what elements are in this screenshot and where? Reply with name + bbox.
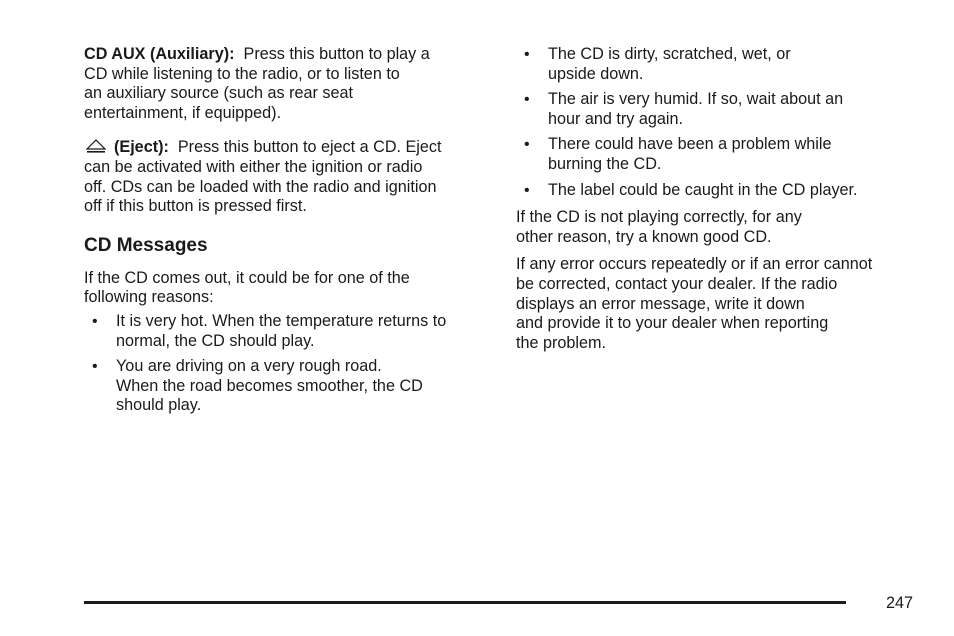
cd-aux-paragraph: CD AUX (Auxiliary): Press this button to play a CD while listening to the radio, or to listen to an auxiliary source (such as rear seat entertainment, if equipped). (84, 45, 430, 122)
eject-label: (Eject): (114, 138, 169, 157)
cd-aux-label: CD AUX (Auxiliary): (84, 45, 235, 63)
right-column (516, 45, 921, 353)
list-item: • It is very hot. When the temperature returns to normal, the CD should play. (84, 312, 489, 351)
intro-paragraph: If the CD comes out, it could be for one of the following reasons: (84, 268, 410, 307)
list-item: • The CD is dirty, scratched, wet, or upside down. (516, 45, 921, 84)
reasons-list-left (84, 312, 489, 416)
section-heading: CD Messages (84, 234, 208, 256)
left-column (84, 45, 489, 416)
eject-paragraph: (Eject): Press this button to eject a CD. Eject can be activated with either the ignition or radio off. CDs can be loaded with the radio and ignition off if this button is pressed first. (84, 138, 442, 216)
list-item: • The label could be caught in the CD player. (516, 181, 921, 201)
list-item: • The air is very humid. If so, wait about an hour and try again. (516, 90, 921, 129)
error-paragraph: If any error occurs repeatedly or if an error cannot be corrected, contact your dealer. If the radio displays an error message, write it down and provide it to your dealer when reporting the problem. (516, 255, 873, 352)
footer-rule (84, 601, 846, 604)
reasons-list-right (516, 45, 921, 200)
eject-icon (84, 138, 108, 154)
page-number: 247 (886, 594, 914, 612)
list-item: • There could have been a problem while burning the CD. (516, 135, 921, 174)
list-item: • You are driving on a very rough road. When the road becomes smoother, the CD should play. (84, 357, 489, 416)
known-good-cd-paragraph: If the CD is not playing correctly, for any other reason, try a known good CD. (516, 208, 802, 246)
